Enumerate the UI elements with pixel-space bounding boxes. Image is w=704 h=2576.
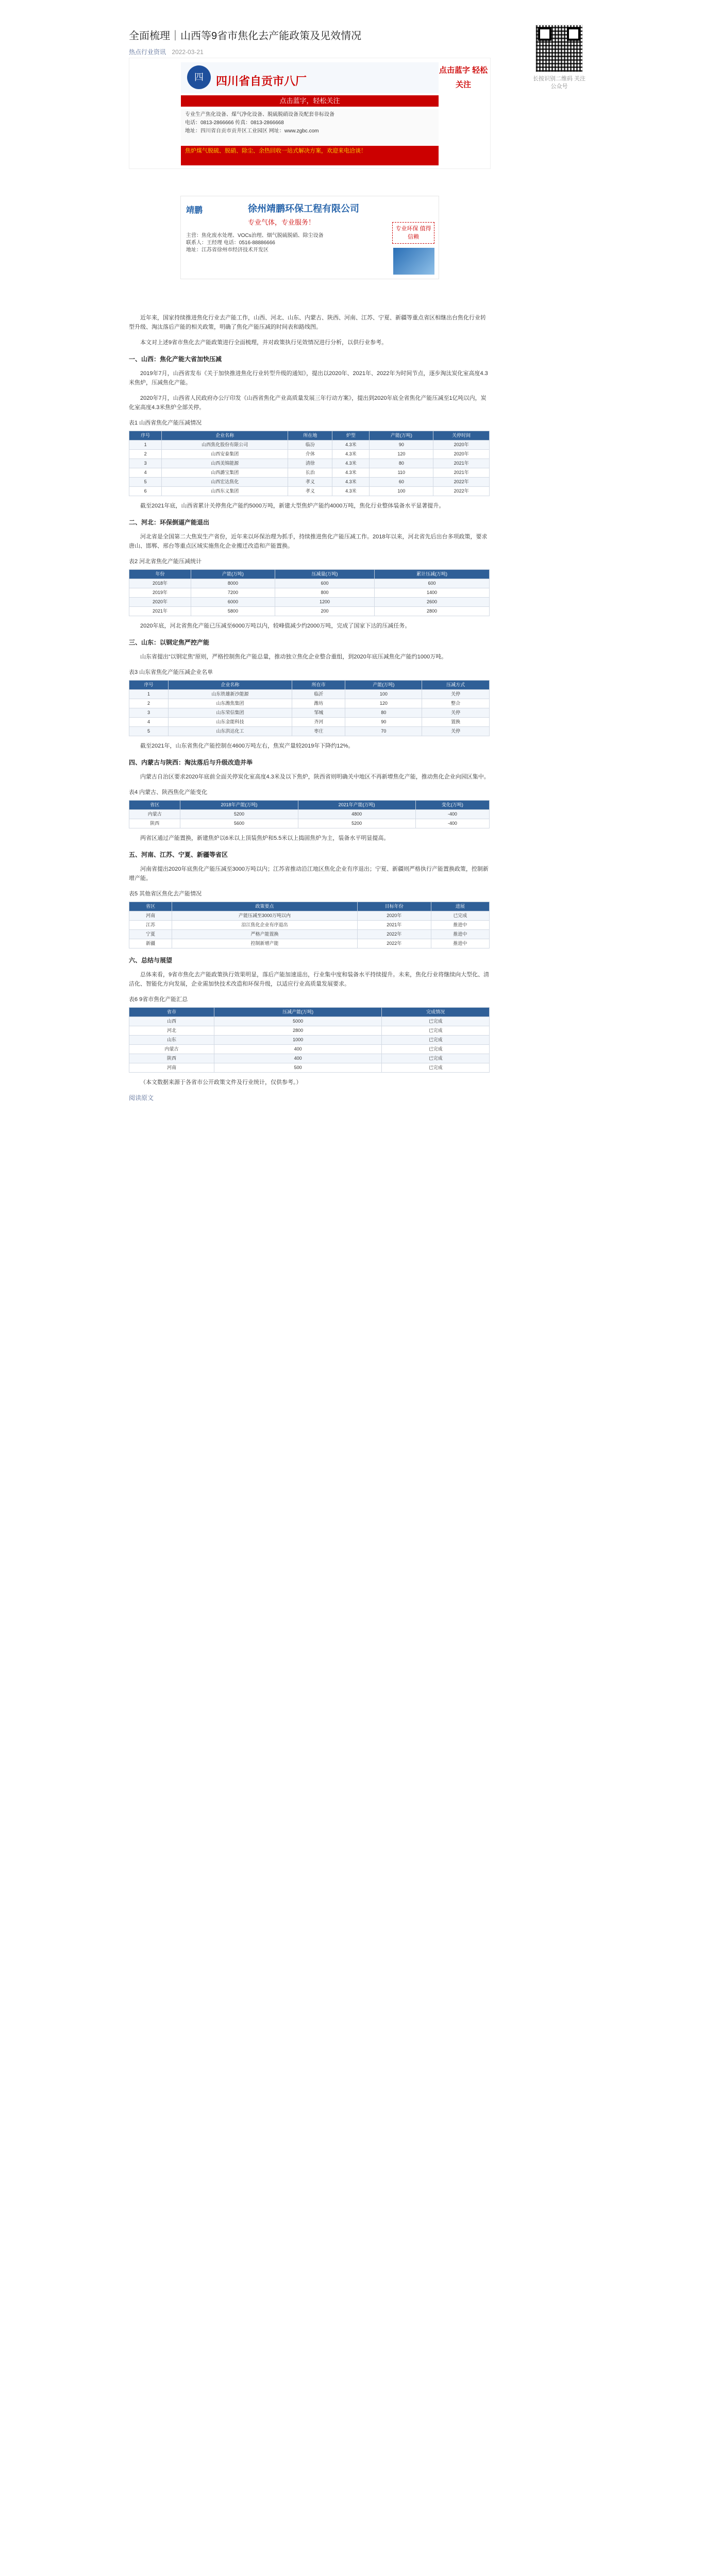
- table-cell: 4800: [298, 810, 415, 819]
- table-cell: 2600: [374, 598, 489, 607]
- column-header: 年份: [129, 570, 191, 579]
- table-cell: 置换: [422, 718, 490, 727]
- table-cell: 4.3米: [332, 478, 370, 487]
- table-cell: 已完成: [382, 1017, 490, 1026]
- column-header: 产能(万吨): [370, 431, 433, 440]
- advert-red-strip: 焦炉煤气脱硫、脱硝、除尘、余热回收一站式解决方案，欢迎来电洽谈！: [181, 146, 439, 165]
- table-cell: 沿江焦化企业有序退出: [172, 921, 357, 930]
- table-cell: 5: [129, 478, 162, 487]
- table-row: [129, 1063, 490, 1073]
- text-line: 联系人：王经理 电话：0516-88886666: [186, 240, 275, 246]
- table-cell: 山东: [129, 1036, 214, 1045]
- table-cell: 内蒙古: [129, 810, 180, 819]
- column-header: 企业名称: [162, 431, 288, 440]
- table-cell: 1000: [214, 1036, 382, 1045]
- table-cell: 已完成: [382, 1036, 490, 1045]
- paragraph: 2019年7月，山西省发布《关于加快推进焦化行业转型升级的通知》，提出以2020年、2021年、2022年为时间节点，逐步淘汰炭化室高度4.3米焦炉，压减焦化产能。: [129, 370, 488, 386]
- table-cell: 2018年: [129, 579, 191, 588]
- table-row: [129, 607, 490, 616]
- table-cell: 80: [345, 708, 422, 718]
- advert-header: [181, 62, 439, 93]
- info-line: 专业生产焦化设备、煤气净化设备、脱硫脱硝设备及配套非标设备: [185, 112, 334, 117]
- column-header: 压减方式: [422, 681, 490, 690]
- company-name: 四川省自贡市八厂: [216, 75, 307, 88]
- table-cell: 6: [129, 487, 162, 496]
- table-cell: 90: [370, 440, 433, 450]
- info-line: 地址：四川省自贡市贡井区工业园区 网址：www.zgbc.com: [185, 128, 319, 134]
- table-cell: 1: [129, 690, 169, 699]
- column-header: 进展: [431, 902, 489, 911]
- table-cell: 1400: [374, 588, 489, 598]
- column-header: 产能(万吨): [191, 570, 275, 579]
- company-slogan: 专业气体，专业服务！: [248, 218, 315, 226]
- table-cell: 山东铁雄新沙能源: [169, 690, 292, 699]
- table-cell: 60: [370, 478, 433, 487]
- table-cell: 推进中: [431, 939, 489, 948]
- table-row: [129, 1045, 490, 1054]
- paragraph: 截至2021年，山东省焦化产能控制在4600万吨左右，焦炭产量较2019年下降约12%。: [140, 743, 354, 749]
- table-cell: 8000: [191, 579, 275, 588]
- paragraph: 2020年7月，山西省人民政府办公厅印发《山西省焦化产业高质量发展三年行动方案》，提出到2020年底全省焦化产能压减至1亿吨以内，炭化室高度4.3米焦炉全部关停。: [129, 395, 487, 411]
- table-cell: 关停: [422, 708, 490, 718]
- table-cell: 控制新增产能: [172, 939, 357, 948]
- table-cell: 山西东义集团: [162, 487, 288, 496]
- table-cell: 内蒙古: [129, 1045, 214, 1054]
- column-header: 序号: [129, 681, 169, 690]
- table-cell: 山东金能科技: [169, 718, 292, 727]
- table-cell: 200: [275, 607, 374, 616]
- column-header: 压减产能(万吨): [214, 1008, 382, 1017]
- table-header-row: [129, 1008, 490, 1017]
- table-row: [129, 440, 490, 450]
- table-cell: 2021年: [129, 607, 191, 616]
- table-cell: 宁夏: [129, 930, 172, 939]
- table-cell: 山西美锦能源: [162, 459, 288, 468]
- table-cell: 5800: [191, 607, 275, 616]
- table-cell: 80: [370, 459, 433, 468]
- table-row: [129, 718, 490, 727]
- table-cell: 齐河: [292, 718, 345, 727]
- table-cell: 3: [129, 708, 169, 718]
- table-cell: 5: [129, 727, 169, 736]
- table-row: [129, 459, 490, 468]
- paragraph: 近年来，国家持续推进焦化行业去产能工作，山西、河北、山东、内蒙古、陕西、河南、江苏、宁夏、新疆等重点省区相继出台焦化行业转型升级、淘汰落后产能的相关政策，明确了焦化产能压减的时间表和路线图。: [129, 315, 486, 330]
- table-cell: 陕西: [129, 1054, 214, 1063]
- table-cell: 河南: [129, 1063, 214, 1073]
- table-caption: 表1 山西省焦化产能压减情况: [129, 420, 202, 426]
- table-cell: -400: [415, 810, 489, 819]
- table-cell: 90: [345, 718, 422, 727]
- paragraph: 本文对上述9省市焦化去产能政策进行全面梳理，并对政策执行见效情况进行分析，以供行业参考。: [140, 340, 388, 346]
- article-body: [129, 313, 490, 1103]
- table-cell: 2800: [374, 607, 489, 616]
- table-cell: 2800: [214, 1026, 382, 1036]
- table-header-row: [129, 902, 490, 911]
- table-cell: 4: [129, 718, 169, 727]
- table-cell: 4.3米: [332, 450, 370, 459]
- table-cell: 山西安泰集团: [162, 450, 288, 459]
- table-cell: 600: [275, 579, 374, 588]
- table-cell: 潍坊: [292, 699, 345, 708]
- table-cell: 1200: [275, 598, 374, 607]
- publish-date: 2022-03-21: [172, 48, 204, 56]
- column-header: 目标年份: [357, 902, 431, 911]
- read-more-row: [129, 1093, 490, 1103]
- table-caption: 表4 内蒙古、陕西焦化产能变化: [129, 789, 208, 795]
- paragraph: （本文数据来源于各省市公开政策文件及行业统计，仅供参考。）: [140, 1079, 302, 1086]
- table-cell: 2022年: [357, 939, 431, 948]
- table-row: [129, 588, 490, 598]
- section-heading: 五、河南、江苏、宁夏、新疆等省区: [129, 851, 228, 858]
- table-cell: 2020年: [357, 911, 431, 921]
- table-cell: 严格产能置换: [172, 930, 357, 939]
- paragraph: 山东省提出“以钢定焦”原则，严格控制焦化产能总量，推动独立焦化企业整合重组，到2020年底压减焦化产能约1000万吨。: [140, 654, 447, 660]
- table-cell: 4: [129, 468, 162, 478]
- follow-bar: 点击蓝字，轻松关注: [181, 95, 439, 107]
- column-header: 炉型: [332, 431, 370, 440]
- table-cell: 河北: [129, 1026, 214, 1036]
- text-line: 地址：江苏省徐州市经济技术开发区: [186, 247, 269, 253]
- table-cell: 2021年: [433, 459, 490, 468]
- table-cell: 山东潍焦集团: [169, 699, 292, 708]
- table-header-row: [129, 431, 490, 440]
- table-cell: 4.3米: [332, 487, 370, 496]
- company-name: 徐州靖鹏环保工程有限公司: [248, 204, 359, 214]
- paragraph: 截至2021年底，山西省累计关停焦化产能约5000万吨，新建大型焦炉产能约4000万吨，焦化行业整体装备水平显著提升。: [140, 503, 445, 509]
- table-cell: 2022年: [357, 930, 431, 939]
- table-cell: 山东洪达化工: [169, 727, 292, 736]
- table-cell: 70: [345, 727, 422, 736]
- table-caption: 表3 山东省焦化产能压减企业名单: [129, 669, 213, 675]
- column-header: 所在市: [292, 681, 345, 690]
- paragraph: 总体来看，9省市焦化去产能政策执行效果明显，落后产能加速退出，行业集中度和装备水平持续提升。未来，焦化行业将继续向大型化、清洁化、智能化方向发展，企业需加快技术改造和环保升级，以适应行业高质量发展要求。: [129, 972, 490, 987]
- table-cell: 长治: [288, 468, 332, 478]
- table-cell: 河南: [129, 911, 172, 921]
- table-cell: 孝义: [288, 478, 332, 487]
- table-cell: 产能压减至3000万吨以内: [172, 911, 357, 921]
- column-header: 变化(万吨): [415, 801, 489, 810]
- table-cell: 6000: [191, 598, 275, 607]
- table-row: [129, 1026, 490, 1036]
- product-image: [393, 248, 434, 275]
- column-header: 产能(万吨): [345, 681, 422, 690]
- table-cell: 山西焦化股份有限公司: [162, 440, 288, 450]
- table-cell: 3: [129, 459, 162, 468]
- table-cell: 1: [129, 440, 162, 450]
- table-cell: 推进中: [431, 930, 489, 939]
- table-cell: 整合: [422, 699, 490, 708]
- table-row: [129, 699, 490, 708]
- side-badge: 专业环保 值得信赖: [392, 222, 434, 244]
- paragraph: 河南省提出2020年底焦化产能压减至3000万吨以内；江苏省推动沿江地区焦化企业有序退出；宁夏、新疆则严格执行产能置换政策，控制新增产能。: [129, 866, 489, 882]
- table-row: [129, 468, 490, 478]
- follow-slogan: 点击蓝字 轻松关注: [439, 66, 488, 89]
- column-header: 关停时间: [433, 431, 490, 440]
- table-cell: 100: [370, 487, 433, 496]
- advert-banner-sichuan[interactable]: [129, 58, 491, 169]
- table-cell: 2019年: [129, 588, 191, 598]
- table-cell: 推进中: [431, 921, 489, 930]
- column-header: 2018年产能(万吨): [180, 801, 298, 810]
- advert-text: [186, 232, 403, 254]
- table-row: [129, 690, 490, 699]
- column-header: 2021年产能(万吨): [298, 801, 415, 810]
- table-row: [129, 708, 490, 718]
- table-cell: 山东荣信集团: [169, 708, 292, 718]
- table-cell: 邹城: [292, 708, 345, 718]
- table-row: [129, 911, 490, 921]
- table-cell: 5200: [298, 819, 415, 828]
- table-header-row: [129, 570, 490, 579]
- table-cell: 2022年: [433, 487, 490, 496]
- table-row: [129, 598, 490, 607]
- table-caption: 表6 9省市焦化产能汇总: [129, 996, 188, 1003]
- table-row: [129, 1036, 490, 1045]
- table-cell: 2021年: [357, 921, 431, 930]
- table-cell: 4.3米: [332, 440, 370, 450]
- table-header-row: [129, 681, 490, 690]
- table-cell: 清徐: [288, 459, 332, 468]
- table-row: [129, 579, 490, 588]
- table-cell: 已完成: [382, 1054, 490, 1063]
- table-cell: 新疆: [129, 939, 172, 948]
- table-cell: 临汾: [288, 440, 332, 450]
- company-logo: 四: [187, 65, 211, 89]
- column-header: 序号: [129, 431, 162, 440]
- table-row: [129, 819, 490, 828]
- table-cell: 5600: [180, 819, 298, 828]
- table-cell: -400: [415, 819, 489, 828]
- column-header: 压减量(万吨): [275, 570, 374, 579]
- table-cell: 临沂: [292, 690, 345, 699]
- paragraph: 两省区通过产能置换，新建焦炉以6米以上顶装焦炉和5.5米以上捣固焦炉为主，装备水平明显提高。: [140, 835, 390, 841]
- section-heading: 一、山西：焦化产能大省加快压减: [129, 355, 222, 363]
- table-cell: 介休: [288, 450, 332, 459]
- table-cell: 800: [275, 588, 374, 598]
- table-cell: 2020年: [433, 440, 490, 450]
- section-heading: 四、内蒙古与陕西：淘汰落后与升级改造并举: [129, 759, 253, 766]
- table-cell: 2020年: [129, 598, 191, 607]
- article-title: 全面梳理｜山西等9省市焦化去产能政策及见效情况: [129, 30, 362, 42]
- column-header: 政策要点: [172, 902, 357, 911]
- table-row: [129, 478, 490, 487]
- table-cell: 2020年: [433, 450, 490, 459]
- table-cell: 枣庄: [292, 727, 345, 736]
- table-cell: 陕西: [129, 819, 180, 828]
- table-cell: 100: [345, 690, 422, 699]
- table-row: [129, 450, 490, 459]
- table-cell: 120: [345, 699, 422, 708]
- qr-code-panel: [531, 25, 588, 91]
- paragraph: 2020年底，河北省焦化产能已压减至6000万吨以内，较峰值减少约2000万吨，完成了国家下达的压减任务。: [140, 623, 411, 629]
- article-meta: [129, 47, 208, 56]
- table-row: [129, 921, 490, 930]
- table-row: [129, 930, 490, 939]
- data-table: [129, 902, 490, 948]
- column-header: 所在地: [288, 431, 332, 440]
- table-cell: 5000: [214, 1017, 382, 1026]
- qr-code-image: [535, 25, 583, 72]
- table-cell: 2: [129, 699, 169, 708]
- table-cell: 2: [129, 450, 162, 459]
- table-cell: 110: [370, 468, 433, 478]
- table-cell: 已完成: [382, 1045, 490, 1054]
- column-header: 企业名称: [169, 681, 292, 690]
- table-cell: 2022年: [433, 478, 490, 487]
- column-header: 省区: [129, 902, 172, 911]
- table-cell: 关停: [422, 727, 490, 736]
- advert-info: [181, 109, 439, 145]
- table-cell: 2021年: [433, 468, 490, 478]
- table-cell: 500: [214, 1063, 382, 1073]
- table-header-row: [129, 801, 490, 810]
- table-cell: 江苏: [129, 921, 172, 930]
- table-cell: 400: [214, 1045, 382, 1054]
- table-row: [129, 1054, 490, 1063]
- section-heading: 二、河北：环保倒逼产能退出: [129, 519, 210, 526]
- table-cell: 400: [214, 1054, 382, 1063]
- column-header: 省区: [129, 801, 180, 810]
- column-header: 完成情况: [382, 1008, 490, 1017]
- account-name-link[interactable]: 热点行业资讯: [129, 48, 166, 56]
- data-table: [129, 1007, 490, 1073]
- table-caption: 表2 河北省焦化产能压减统计: [129, 558, 202, 565]
- table-row: [129, 939, 490, 948]
- table-row: [129, 727, 490, 736]
- table-row: [129, 1017, 490, 1026]
- table-cell: 4.3米: [332, 468, 370, 478]
- table-cell: 5200: [180, 810, 298, 819]
- table-row: [129, 810, 490, 819]
- paragraph: 河北省是全国第二大焦炭生产省份，近年来以环保治理为抓手，持续推进焦化产能压减工作。2018年以来，河北省先后出台多项政策，要求唐山、邯郸、邢台等重点区域实施焦化企业搬迁改造和产能置换。: [129, 534, 488, 549]
- table-cell: 孝义: [288, 487, 332, 496]
- table-cell: 已完成: [431, 911, 489, 921]
- column-header: 累计压减(万吨): [374, 570, 489, 579]
- table-cell: 4.3米: [332, 459, 370, 468]
- table-caption: 表5 其他省区焦化去产能情况: [129, 891, 202, 897]
- table-cell: 山西宏达焦化: [162, 478, 288, 487]
- data-table: [129, 800, 490, 828]
- data-table: [129, 569, 490, 616]
- data-table: [129, 431, 490, 496]
- jingpeng-logo: 靖鹏: [186, 206, 203, 215]
- section-heading: 三、山东：以钢定焦严控产能: [129, 639, 210, 646]
- data-table: [129, 680, 490, 736]
- column-header: 省市: [129, 1008, 214, 1017]
- text-line: 主营：焦化废水处理、VOCs治理、烟气脱硫脱硝、除尘设备: [186, 233, 324, 239]
- info-line: 电话：0813-2866666 传真：0813-2866668: [185, 120, 284, 126]
- advert-banner-jingpeng[interactable]: [180, 196, 439, 279]
- paragraph: 内蒙古自治区要求2020年底前全面关停炭化室高度4.3米及以下焦炉，陕西省则明确关中地区不再新增焦化产能，推动焦化企业向园区集中。: [140, 774, 490, 780]
- table-row: [129, 487, 490, 496]
- table-cell: 7200: [191, 588, 275, 598]
- section-heading: 六、总结与展望: [129, 957, 173, 964]
- read-more-link[interactable]: 阅读原文: [129, 1094, 154, 1101]
- table-cell: 山西潞宝集团: [162, 468, 288, 478]
- table-cell: 120: [370, 450, 433, 459]
- table-cell: 已完成: [382, 1026, 490, 1036]
- qr-caption: 长按识别二维码 关注公众号: [532, 76, 586, 90]
- table-cell: 600: [374, 579, 489, 588]
- table-cell: 已完成: [382, 1063, 490, 1073]
- table-cell: 山西: [129, 1017, 214, 1026]
- table-cell: 关停: [422, 690, 490, 699]
